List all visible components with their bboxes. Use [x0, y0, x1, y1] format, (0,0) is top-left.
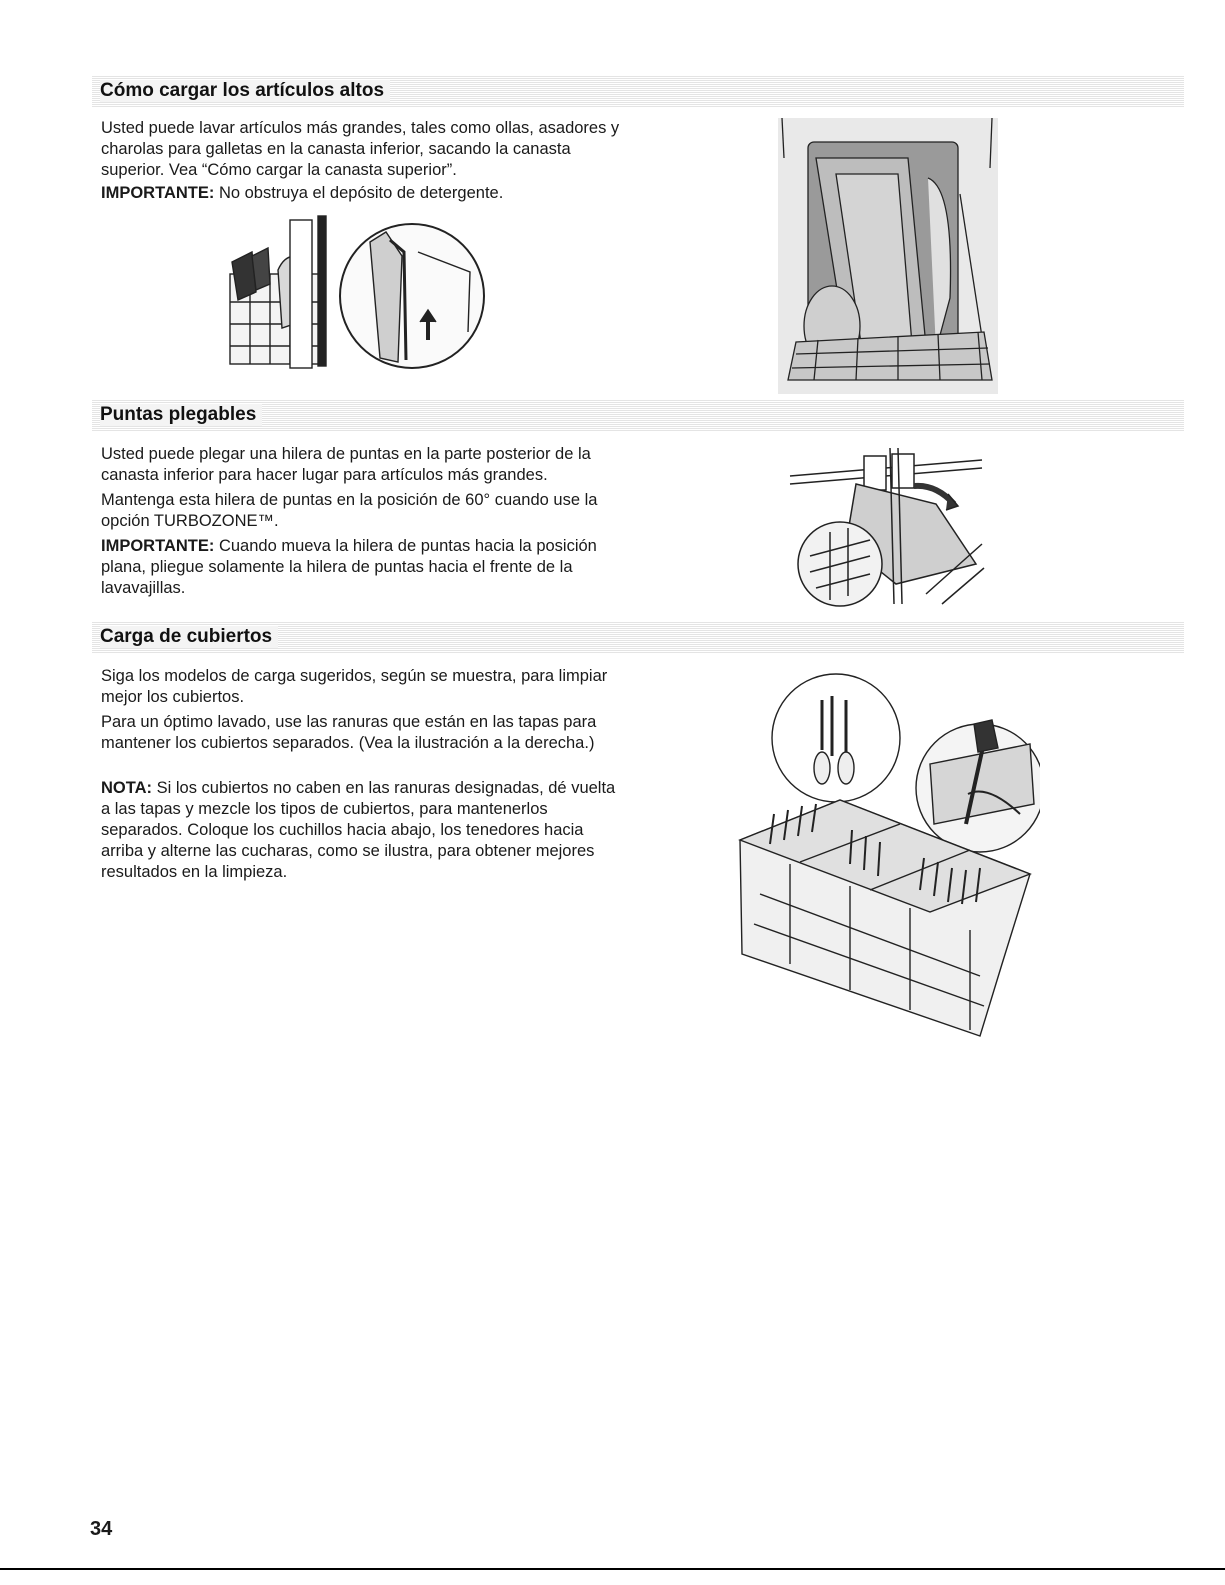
paragraph-important: IMPORTANTE: Cuando mueva la hilera de puntas hacia la posición plana, pliegue solamente la hilera de puntas hacia el frente de la lavavajillas.: [101, 537, 597, 597]
paragraph: Usted puede lavar artículos más grandes, tales como ollas, asadores y charolas para galletas en la canasta inferior, sacando la canasta superior. Vea “Cómo cargar la canasta superior”.: [101, 119, 620, 179]
section-header-folding-tines: [92, 400, 1184, 432]
paragraph: Usted puede plegar una hilera de puntas en la parte posterior de la canasta inferior para hacer lugar para artículos más grandes.: [101, 445, 591, 484]
silverware-basket-illustration: [730, 664, 1040, 1040]
paragraph-important: IMPORTANTE: No obstruya el depósito de detergente.: [101, 184, 504, 202]
bottom-rule: [0, 1568, 1225, 1570]
section-header-tall-items: [92, 76, 1184, 108]
page-number: 34: [90, 1518, 113, 1540]
detergent-dispenser-illustration: [222, 212, 494, 380]
tall-items-rack-illustration: [778, 118, 998, 394]
paragraph: Para un óptimo lavado, use las ranuras que están en las tapas para mantener los cubiertos separados. (Vea la ilustración a la derecha.): [101, 713, 597, 752]
folding-tines-illustration: [786, 444, 986, 608]
paragraph: Mantenga esta hilera de puntas en la posición de 60° cuando use la opción TURBOZONE™.: [101, 491, 598, 530]
section-title: Puntas plegables: [100, 404, 262, 426]
section-header-silverware: [92, 622, 1184, 654]
section-title: Cómo cargar los artículos altos: [100, 80, 390, 102]
section-title: Carga de cubiertos: [100, 626, 278, 648]
paragraph-note: NOTA: Si los cubiertos no caben en las ranuras designadas, dé vuelta a las tapas y mezcle los tipos de cubiertos, para mantenerlos separados. Coloque los cuchillos hacia abajo, los tenedores hacia arriba y alterne las cucharas, como se ilustra, para obtener mejores resultados en la limpieza.: [101, 779, 616, 881]
paragraph: Siga los modelos de carga sugeridos, según se muestra, para limpiar mejor los cubiertos.: [101, 667, 608, 706]
